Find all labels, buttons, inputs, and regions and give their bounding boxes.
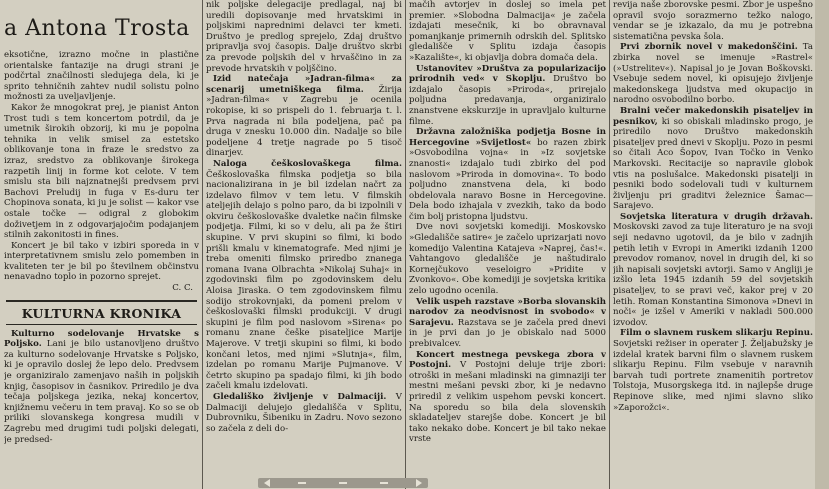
column-rule [405,0,406,489]
news-item [613,212,813,329]
news-item [409,127,606,222]
paragraph: Dve novi sovjetski komediji. Moskovsko »Gledališče satire« je začelo uprizarjati novo komedijo Valentina Katajeva »Naprej, čas!«. Vahtangovo gledališče je naštudiralo Kornejčukovo veseloigro »Pridite v Zvonkovo«. Obe komediji je sovjetska kritika zelo ugodno ocenila. [409,222,606,297]
news-item [409,350,606,445]
divider [6,324,197,325]
news-body: Ta zbirka novel se imenuje »Rastrel« (»Ustrelitev«). Napisal jo je Jovan Boškovski. Vsebuje sedem novel, ki opisujejo življenje makedonskega ljudstva med okupacijo in narodno osvobodilno borbo. [613,42,813,106]
news-item [409,64,606,128]
news-item [613,106,813,212]
scroll-track-mark [339,482,347,484]
news-headline: Ustanovitev »Društva za popularizacijo prirodnih ved« v Skoplju. [409,63,606,85]
divider [6,300,197,302]
column-2 [206,0,402,489]
author-signature: C. C. [172,283,193,294]
news-headline: Prvi zbornik novel v makedonščini. [620,42,798,53]
news-body: Razstava se je začela pred dnevi in je prvi dan jo je obiskalo nad 5000 prebivalcev. [409,317,606,349]
paragraph: Kakor že mnogokrat prej, je pianist Anton Trost tudi s tem koncertom potrdil, da je umetnik širokih obzorij, ki mu je popolna tehnika in velik smisel za estetsko oblikovanje tona in fraze le sredstvo za izraz, sredstvo za oblikovanje širokega razpetih linij in forme kot celote. V tem smislu sta bili najznatnejši predvsem prvi Bachovi Preludij in fuga v Es-duru ter Chopinova sonata, ki ju je solist — kakor vse ostale točke — odigral z globokim doživetjem in z odgovarjajočim podajanjem stilnih zakonitosti in fines. [4,102,199,241]
section-heading: KULTURNA KRONIKA [21,305,182,321]
column-rule [609,0,610,489]
news-item [409,297,606,350]
news-item [206,74,402,159]
news-headline: Film o slavnem ruskem slikarju Repinu. [620,328,813,339]
paragraph: mačih avtorjev in doslej so imela pet premier. »Slobodna Dalmacija« je začela izdajati mesečnik, ki bo obravnaval pomanjkanje primernih odrskih del. Splitsko gledališče v Splitu izdaja časopis »Kazalište«, ki objavlja dobra domača dela. [409,0,606,63]
news-body: V Dalmaciji delujejo gledališča v Splitu, Dubrovniku, Šibeniku in Zadru. Novo sezono so začela z deli do- [206,391,402,434]
article-title: a Antona Trosta [4,16,190,41]
news-body: Češkoslovaška filmska podjetja so bila nacionalizirana in je bil izdelan načrt za izdelavo filmov v tem letu. V filmskih ateljejih delajo s polno paro, da bi izpolnili v okviru češkoslovaške dvaletke način filmske podjetja. Filmi, ki so v delu, ali pa že štiri skupine. V prvi skupini so filmi, ki bodo prišli kmalu v kinematografe. Med njimi je treba omeniti filmsko priredbo znanega romana Ivana Olbrachta »Nikolaj Suhaj« in zgodovinski film po zgodovinskem delu Aloisa Jiraska. O tem zgodovinskem filmu sodijo strokovnjaki, da pomeni prelom v češkoslovaški filmski produkciji. V drugi skupini je film pod naslovom »Sirena« po romanu znane češke pisateljice Marije Majerove. V tretji skupini so filmi, ki bodo končani letos, med njimi »Slutnja«, film, izdelan po romanu Marije Pujmanove. V četrto skupino pa spadajo filmi, ki jih bodo začeli kmalu izdelovati. [206,169,402,392]
news-headline: Gledališko življenje v Dalmaciji. [213,391,387,402]
paragraph: Koncert je bil tako v izbiri sporeda in v interpretativnem smislu zelo pomemben in kvaliteten ter je bil po številnem občinstvu nenavadno toplo in pozorno sprejet. [4,240,199,283]
news-item [206,159,402,392]
column-4 [613,0,813,489]
news-item [613,42,813,106]
news-body: V Postojni deluje trije zbori: otroški in mešani mladinski na gimnaziji ter mestni mešani pevski zbor, ki je nedavno priredil z velikim uspehom pevski koncert. Na sporedu so bila dela slovenskih skladateljev starejše dobe. Koncert je bil tako nekako dobe. Koncert je bil tako nekae vrste [409,360,606,445]
paragraph: revija naše zborovske pesmi. Zbor je uspešno opravil svojo sorazmerno težko nalogo, vendar se je izkazalo, da mu je potrebna sistematična pevska šola. [613,0,813,42]
news-body: Društvo bo izdajalo časopis »Priroda«, prirejalo poljudna predavanja, organiziralo znanstvene ekskurzije in upravljalo kulturne filme. [409,74,606,127]
news-body: ki so obiskali mladinsko progo, je priredilo novo Društvo makedonskih pisateljev pred dnevi v Skoplju. Pozo in pesmi so čitali Aco Šopov, Ivan Točko in Venko Markovski. Recitacije so napravile globok vtis na poslušalce. Makedonski pisatelji in pesniki bodo sodelovali tudi v kulturnem življenju pri graditvi železnice Šamac—Sarajevo. [613,116,813,212]
news-body: Žirija »Jadran-filma« v Zagrebu je ocenila rokopise, ki so prispeli do 1. februarja t. l. Prva nagrada ni bila podeljena, pač pa druga v znesku 10.000 din. Nadalje so bile podeljene 4 tretje nagrade po 5 tisoč dinarjev. [206,84,402,159]
news-headline: Kulturno sodelovanje Hrvatske s Poljsko. [4,328,199,350]
news-headline: Izid natečaja »Jadran-filma« za scenarij umetniškega filma. [206,74,402,95]
column-rule [202,0,203,489]
column-3 [409,0,606,489]
news-headline: Državna založniška podjetja Bosne in Hercegovine »Svijetlost« [409,127,606,148]
column-1 [4,0,199,489]
news-headline: Sovjetska literatura v drugih državah. [620,211,813,222]
news-headline: Velik uspeh razstave »Borba slovanskih narodov za neodvisnost in svobodo« v Sarajevu. [409,296,606,328]
news-body: Lani je bilo ustanovljeno društvo za kulturno sodelovanje Hrvatske s Poljsko, ki je opravilo doslej že lepo delo. Predvsem je organiziralo zamenjavo naših in poljskih knjig, časopisov in časnikov. Priredilo je dva tečaja poljskega jezika, nekaj koncertov, knjižnemu večeru in tem pravaj. Ko so se ob priliki slovanskega kongresa mudili v Zagrebu med drugimi tudi poljski delegati, je predsed- [4,339,199,445]
paragraph: nik poljske delegacije predlagal, naj bi uredili dopisovanje med hrvatskimi in poljskimi naprednimi delavci ter kmeti. Društvo je predlog sprejelo, Zdaj društvo pripravlja svoj časopis. Dalje društvo skrbi za prevode poljskih del v hrvaščino in za prevode hrvatskih v poljščino. [206,0,402,74]
paragraph: eksotične, izrazno močne in plastične orientalske fantazije na drugi strani je podčrtal značilnosti sledujega dela, ki je sprito tehničnih zahtev nudil solistu polno možnosti za uveljavljenje. [4,50,199,103]
scroll-right-icon[interactable] [416,479,422,487]
news-body: Moskovski zavod za tuje literaturo je na svoji seji nedavno ugotovil, da je bilo v zadnjih petih letih v Evropi in Ameriki izdanih 1200 prevodov romanov, novel in drugih del, ki so jih napisali sovjetski avtorji. Samo v Angliji je izšlo leta 1945 izdanih 59 del sovjetskih pisateljev, to se pravi več, kakor prej v 20 letih. Roman Konstantina Simonova »Dnevi in noči« je izšel v Ameriki v nakladi 500.000 izvodov. [613,222,813,328]
news-headline: Naloga češkoslovaškega filma. [213,158,402,169]
news-item [206,392,402,434]
news-headline: Koncert mestnega pevskega zbora v Postojni. [409,349,606,371]
scroll-track-mark [298,482,306,484]
page-edge [815,0,829,489]
news-body: bo razen zbirk »Osvobodilna vojna« in »Iz sovjetske znanosti« izdajalo tudi zbirko del pod naslovom »Priroda in domovina«. To bodo poljudno znanstvena dela, ki bodo obdelovala naravo Bosne in Hercegovine. Dela bodo izhajala v zvezkih, tako da bodo čim bolj pristopna ljudstvu. [409,137,606,222]
news-body: Sovjetski režiser in operater J. Željabužsky je izdelal kratek barvni film o slavnem ruskem slikarju Repinu. Film vsebuje v naravnih barvah tudi portrete znamenitih portretov Tolstoja, Musorgskega itd. in najlepše druge Repinove slike, med njimi slavno sliko »Zaporožci«. [613,339,813,413]
scroll-left-icon[interactable] [264,479,270,487]
scroll-track-mark [380,482,388,484]
news-item [613,328,813,413]
horizontal-scrollbar[interactable] [258,478,428,488]
news-item [4,329,199,446]
news-headline: Bralni večer makedonskih pisateljev in pesnikov, [613,105,813,127]
